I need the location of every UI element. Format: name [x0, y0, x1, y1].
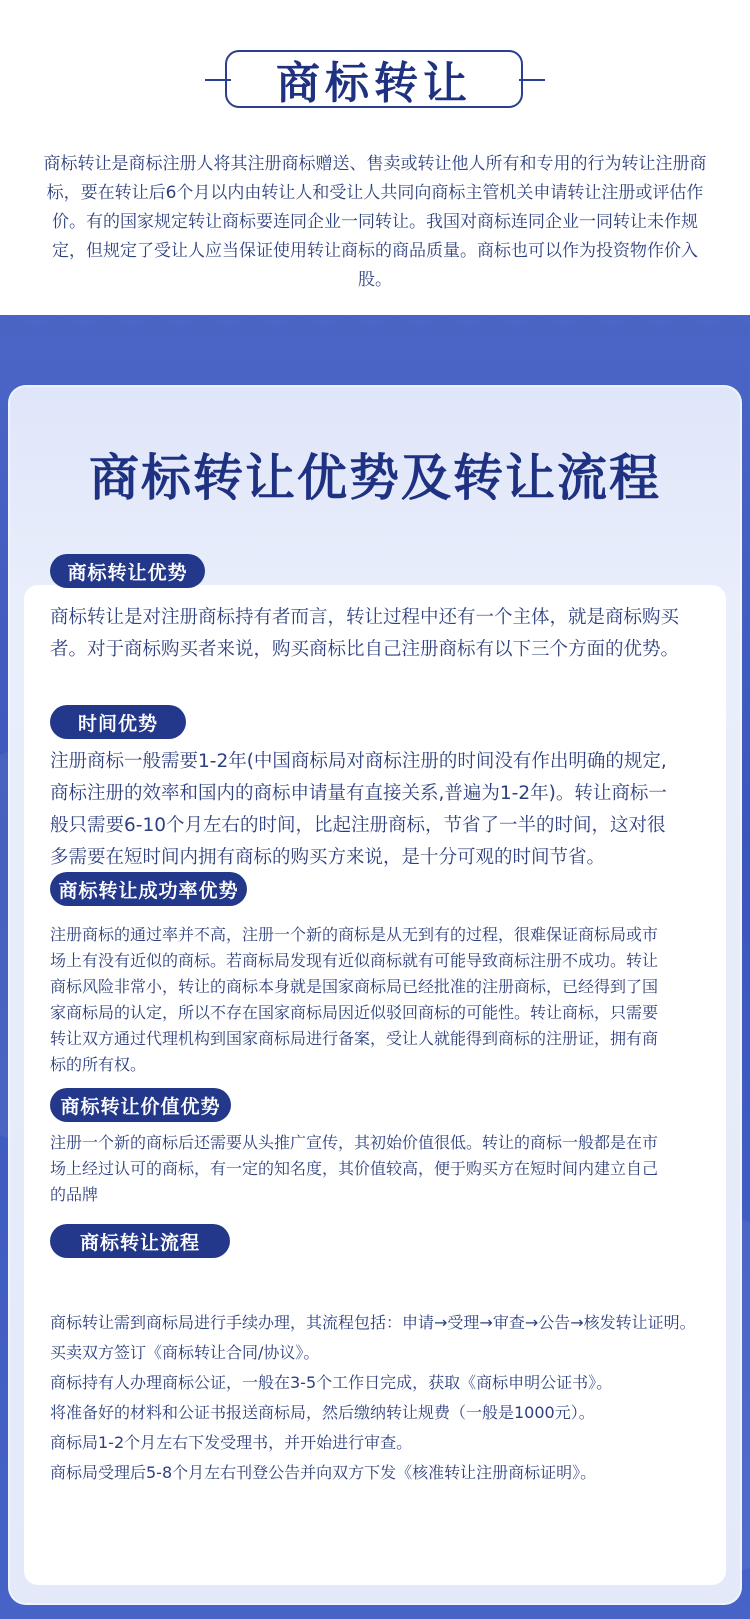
section-label-time: 时间优势: [50, 705, 186, 739]
advantages-text: 商标转让是对注册商标持有者而言，转让过程中还有一个主体，就是商标购买者。对于商标购买者来说，购买商标比自己注册商标有以下三个方面的优势。: [50, 607, 680, 660]
process-step: 商标转让需到商标局进行手续办理，其流程包括：申请→受理→审查→公告→核发转让证明。: [50, 1313, 696, 1332]
section-label-advantages: 商标转让优势: [50, 554, 205, 588]
wave-divider: [0, 308, 750, 338]
success-rate-text: 注册商标的通过率并不高，注册一个新的商标是从无到有的过程，很难保证商标局或市场上有没有近似的商标。若商标局发现有近似商标就有可能导致商标注册不成功。转让商标风险非常小，转让的商标本身就是国家商标局已经批准的注册商标，已经得到了国家商标局的认定，所以不存在国家商标局因近似驳回商标的可能性。转让商标，只需要转让双方通过代理机构到国家商标局进行备案，受让人就能得到商标的注册证，拥有商标的所有权。: [50, 925, 659, 1074]
page-title: 商标转让: [276, 58, 472, 109]
section-label-value: 商标转让价值优势: [50, 1088, 231, 1122]
process-step: 将准备好的材料和公证书报送商标局，然后缴纳转让规费（一般是1000元）。: [50, 1403, 595, 1422]
process-step: 买卖双方签订《商标转让合同/协议》。: [50, 1343, 320, 1362]
value-advantage-text: 注册一个新的商标后还需要从头推广宣传，其初始价值很低。转让的商标一般都是在市场上经过认可的商标，有一定的知名度，其价值较高，便于购买方在短时间内建立自己的品牌: [50, 1133, 659, 1204]
main-heading: 商标转让优势及转让流程: [89, 449, 661, 507]
time-advantage-text: 注册商标一般需要1-2年(中国商标局对商标注册的时间没有作出明确的规定,商标注册的效率和国内的商标申请量有直接关系,普遍为1-2年)。转让商标一般只需要6-10个月左右的时间，比起注册商标，节省了一半的时间，这对很多需要在短时间内拥有商标的购买方来说，是十分可观的时间节省。: [50, 751, 667, 868]
process-steps: [50, 1308, 710, 1488]
process-step: 商标局1-2个月左右下发受理书，并开始进行审查。: [50, 1433, 413, 1452]
section-label-success-rate: 商标转让成功率优势: [50, 872, 247, 906]
process-step: 商标局受理后5-8个月左右刊登公告并向双方下发《核准转让注册商标证明》。: [50, 1463, 597, 1482]
section-title-frame: [205, 50, 545, 110]
intro-paragraph: 商标转让是商标注册人将其注册商标赠送、售卖或转让他人所有和专用的行为转让注册商标，要在转让后6个月以内由转让人和受让人共同向商标主管机关申请转让注册或评估作价。有的国家规定转让商标要连同企业一同转让。我国对商标连同企业一同转让未作规定，但规定了受让人应当保证使用转让商标的商品质量。商标也可以作为投资物作价入股。: [43, 154, 707, 290]
title-box: [225, 50, 523, 108]
process-step: 商标持有人办理商标公证，一般在3-5个工作日完成，获取《商标申明公证书》。: [50, 1373, 613, 1392]
intro-section: [0, 0, 750, 330]
section-label-process: 商标转让流程: [50, 1224, 230, 1258]
